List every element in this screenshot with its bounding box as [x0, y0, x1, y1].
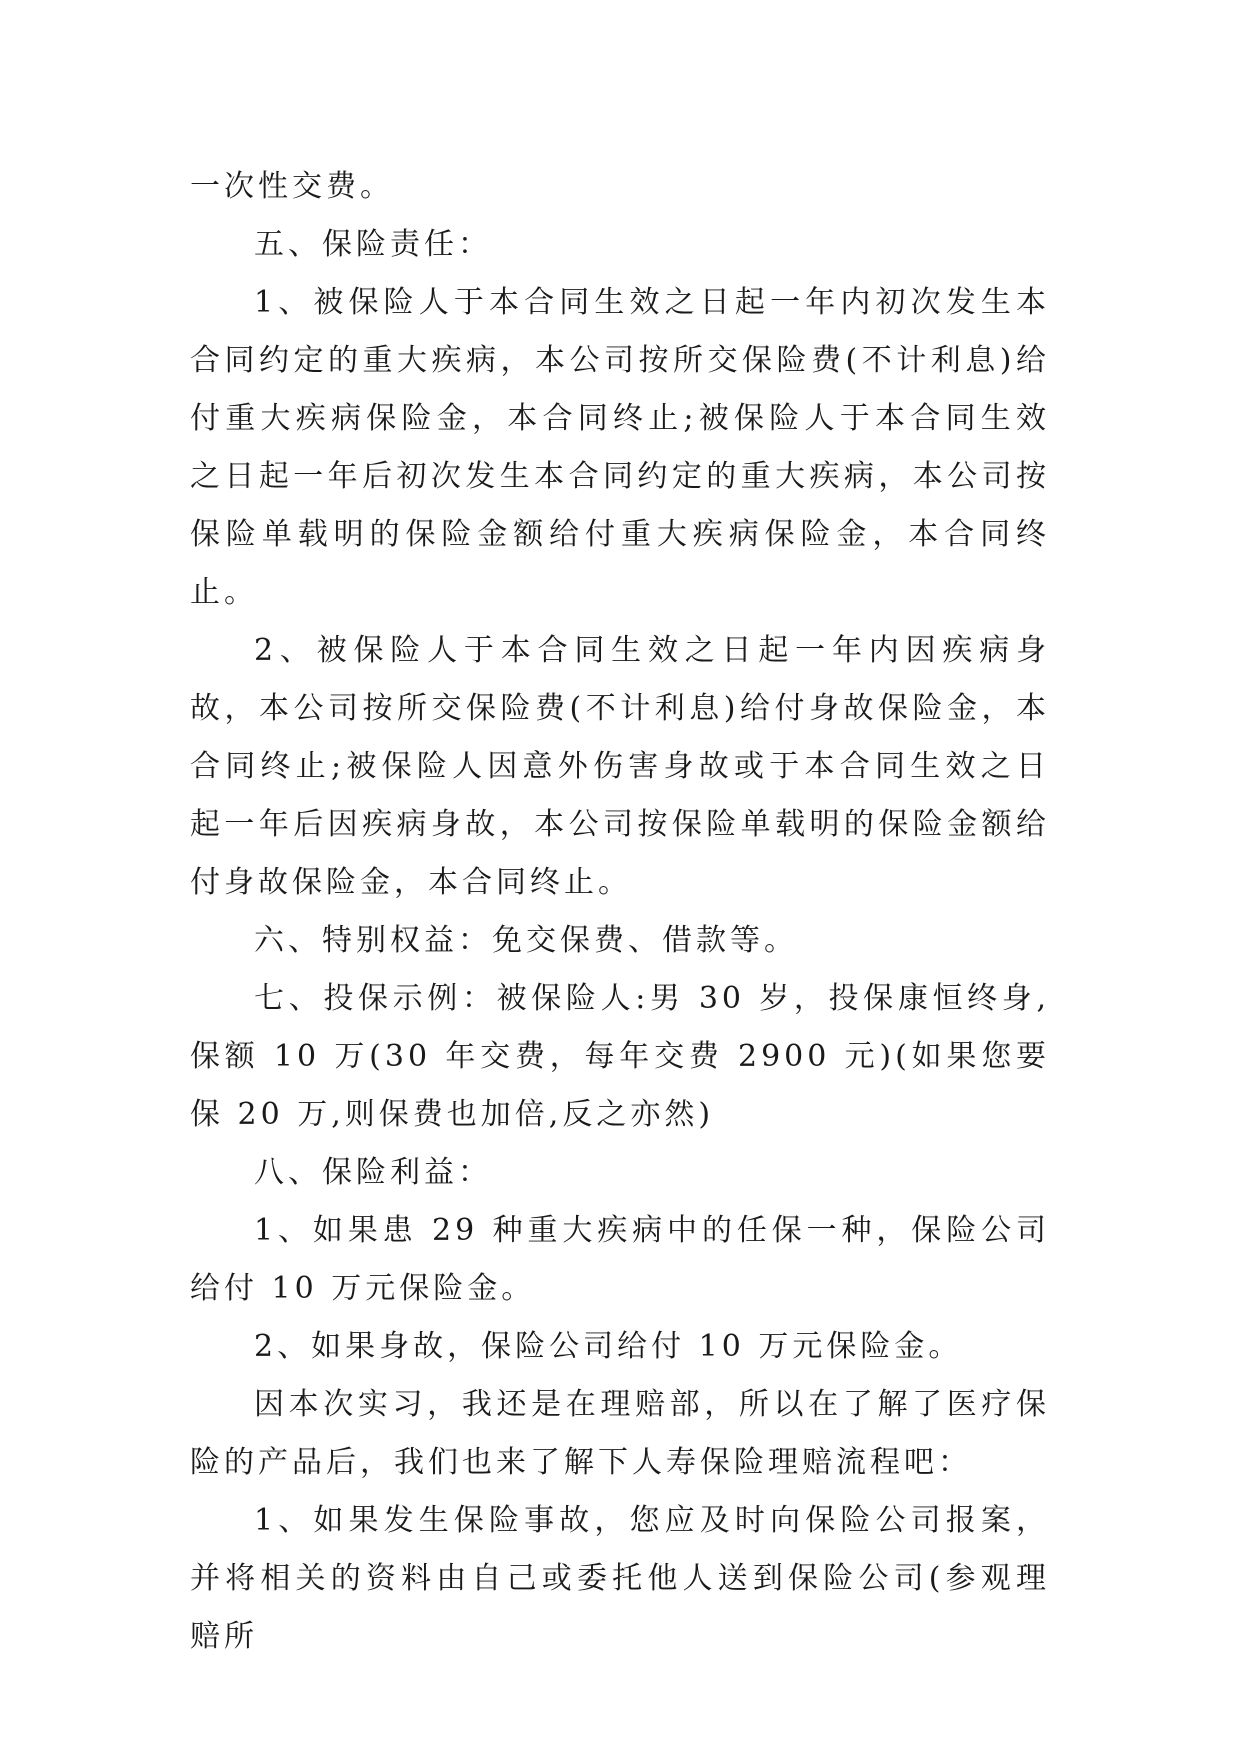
section-heading-example: 七、投保示例：被保险人:男 30 岁，投保康恒终身,保额 10 万(30 年交费，每年交费 2900 元)(如果您要保 20 万,则保费也加倍,反之亦然)	[190, 981, 1050, 1132]
paragraph-liability-critical-illness: 1、被保险人于本合同生效之日起一年内初次发生本合同约定的重大疾病，本公司按所交保险费(不计利息)给付重大疾病保险金，本合同终止;被保险人于本合同生效之日起一年后初次发生本合同约定的重大疾病，本公司按保险单载明的保险金额给付重大疾病保险金，本合同终止。	[190, 285, 1050, 610]
document-body	[190, 158, 1050, 1666]
section-heading-insurance-liability: 五、保险责任：	[254, 227, 492, 262]
paragraph-benefit-illness: 1、如果患 29 种重大疾病中的任保一种，保险公司给付 10 万元保险金。	[190, 1213, 1050, 1306]
paragraph-continuation: 一次性交费。	[190, 169, 394, 204]
paragraph-liability-death: 2、被保险人于本合同生效之日起一年内因疾病身故，本公司按所交保险费(不计利息)给付身故保险金，本合同终止;被保险人因意外伤害身故或于本合同生效之日起一年后因疾病身故，本公司按保险单载明的保险金额给付身故保险金，本合同终止。	[190, 633, 1050, 900]
paragraph-claims-step-1: 1、如果发生保险事故，您应及时向保险公司报案，并将相关的资料由自己或委托他人送到保险公司(参观理赔所	[190, 1503, 1050, 1654]
section-heading-benefits: 八、保险利益：	[254, 1155, 492, 1190]
paragraph-benefit-death: 2、如果身故，保险公司给付 10 万元保险金。	[254, 1329, 963, 1364]
section-heading-special-rights: 六、特别权益：免交保费、借款等。	[254, 923, 798, 958]
paragraph-internship-claims: 因本次实习，我还是在理赔部，所以在了解了医疗保险的产品后，我们也来了解下人寿保险理赔流程吧：	[190, 1387, 1050, 1480]
